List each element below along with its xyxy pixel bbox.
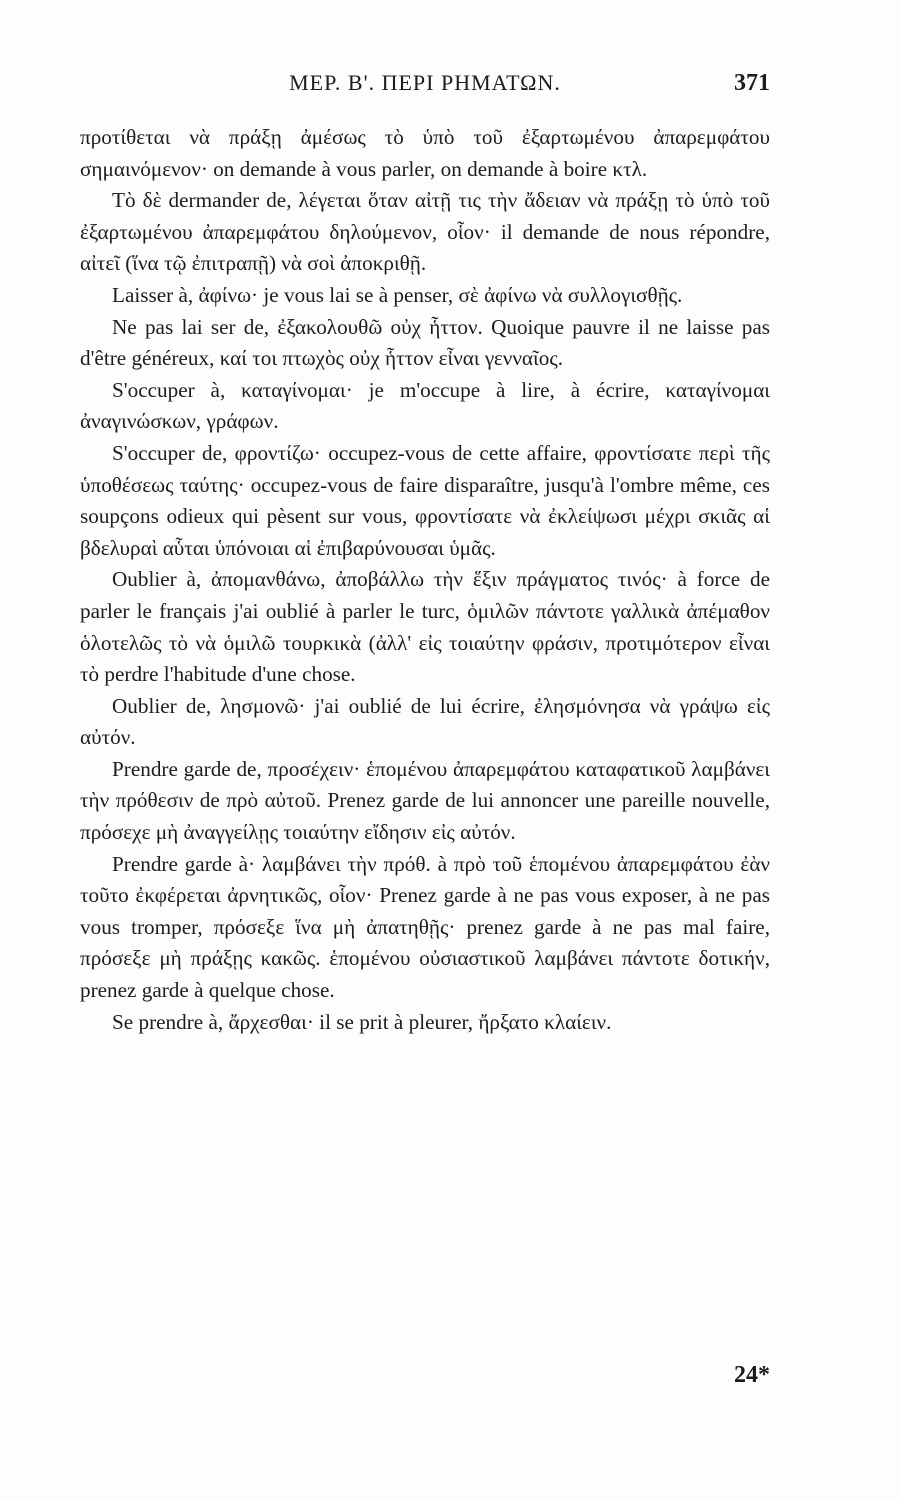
- page-number: 371: [734, 70, 770, 96]
- body-text: [80, 122, 770, 1038]
- paragraph: S'occuper de, φροντίζω· occupez-vous de cette affaire, φροντίσατε περὶ τῆς ὑποθέσεως ταύτης· occupez-vous de faire disparaître, jusqu'à l'ombre même, ces soupçons odieux qui pèsent sur vous, φροντίσατε νὰ ἐκλείψωσι μέχρι σκιᾶς αἱ βδελυραὶ αὗται ὑπόνοιαι αἱ ἐπιβαρύνουσαι ὑμᾶς.: [80, 440, 770, 560]
- paragraph: Ne pas lai ser de, ἐξακολουθῶ οὐχ ἧττον. Quoique pauvre il ne laisse pas d'être généreux, καί τοι πτωχὸς οὐχ ἧττον εἶναι γενναῖος.: [80, 314, 770, 371]
- paragraph: S'occuper à, καταγίνομαι· je m'occupe à lire, à écrire, καταγίνομαι ἀναγινώσκων, γράφων.: [80, 377, 770, 434]
- signature-mark: 24*: [734, 1362, 770, 1388]
- page-header: [80, 70, 770, 110]
- paragraph: Oublier de, λησμονῶ· j'ai oublié de lui écrire, ἐλησμόνησα νὰ γράψω εἰς αὐτόν.: [80, 693, 770, 750]
- paragraph: Se prendre à, ἄρχεσθαι· il se prit à pleurer, ἤρξατο κλαίειν.: [112, 1009, 612, 1034]
- paragraph: Oublier à, ἀπομανθάνω, ἀποβάλλω τὴν ἕξιν πράγματος τινός· à force de parler le français j'ai oublié à parler le turc, ὁμιλῶν πάντοτε γαλλικὰ ἀπέμαθον ὁλοτελῶς τὸ νὰ ὁμιλῶ τουρκικὰ (ἀλλ' εἰς τοιαύτην φράσιν, προτιμότερον εἶναι τὸ perdre l'habitude d'une chose.: [80, 567, 770, 687]
- paragraph: προτίθεται νὰ πράξῃ ἀμέσως τὸ ὑπὸ τοῦ ἐξαρτωμένου ἀπαρεμφάτου σημαινόμενον· on demande à vous parler, on demande à boire κτλ.: [80, 125, 770, 181]
- paragraph: Prendre garde de, προσέχειν· ἑπομένου ἀπαρεμφάτου καταφατικοῦ λαμβάνει τὴν πρόθεσιν de πρὸ αὐτοῦ. Prenez garde de lui annoncer une pareille nouvelle, πρόσεχε μὴ ἀναγγείλῃς τοιαύτην εἴδησιν εἰς αὐτόν.: [80, 756, 770, 845]
- paragraph: Prendre garde à· λαμβάνει τὴν πρόθ. à πρὸ τοῦ ἑπομένου ἀπαρεμφάτου ἐὰν τοῦτο ἐκφέρεται ἀρνητικῶς, οἷον· Prenez garde à ne pas vous exposer, à ne pas vous tromper, πρόσεξε ἵνα μὴ ἀπατηθῇς· prenez garde à ne pas mal faire, πρόσεξε μὴ πράξῃς κακῶς. ἑπομένου οὐσιαστικοῦ λαμβάνει πάντοτε δοτικήν, prenez garde à quelque chose.: [80, 851, 770, 1003]
- running-head: ΜΕΡ. Β'. ΠΕΡΙ ΡΗΜΑΤΩΝ.: [289, 70, 561, 95]
- paragraph: Laisser à, ἀφίνω· je vous lai se à penser, σὲ ἀφίνω νὰ συλλογισθῇς.: [112, 282, 683, 307]
- paragraph: Τὸ δὲ dermander de, λέγεται ὅταν αἰτῇ τις τὴν ἄδειαν νὰ πράξῃ τὸ ὑπὸ τοῦ ἐξαρτωμένου ἀπαρεμφάτου δηλούμενον, οἷον· il demande de nous répondre, αἰτεῖ (ἵνα τῷ ἐπιτραπῇ) νὰ σοὶ ἀποκριθῇ.: [80, 188, 770, 276]
